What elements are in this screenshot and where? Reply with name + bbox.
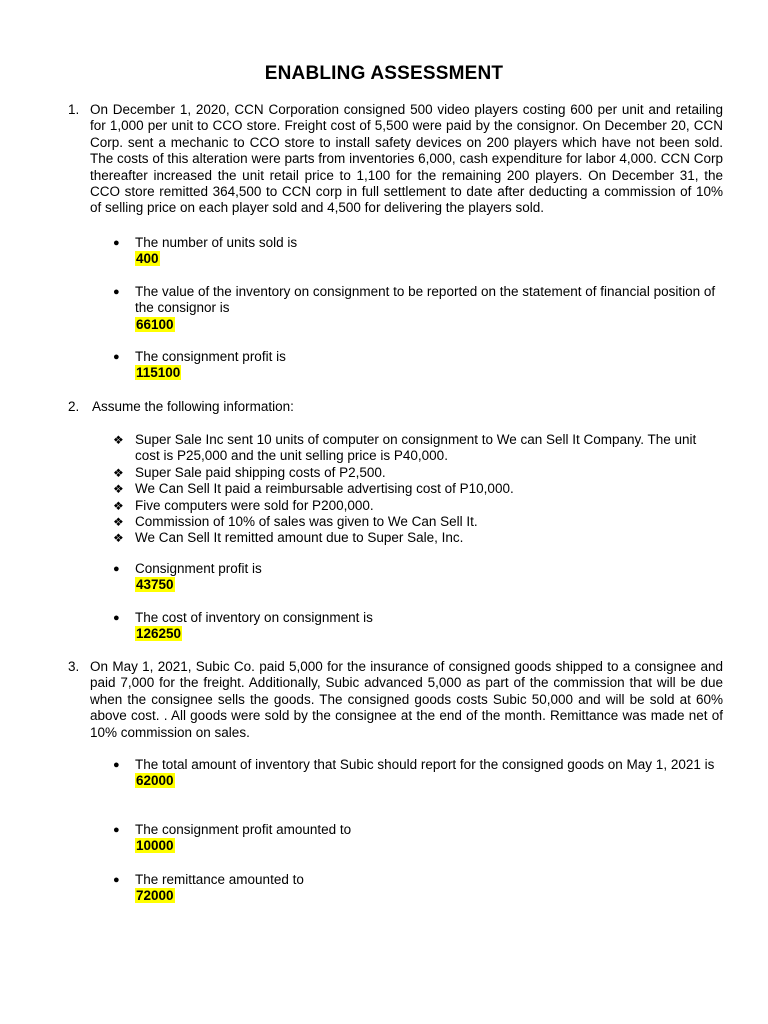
diamond-bullet-icon: ❖: [113, 482, 124, 497]
question-1: [68, 102, 723, 217]
question-number: 2.: [68, 399, 80, 414]
answer-highlight: 72000: [136, 888, 174, 904]
list-item: [113, 349, 723, 382]
item-question: The total amount of inventory that Subic should report for the consigned goods on May 1, 2021 is: [135, 757, 715, 772]
list-item: [113, 561, 723, 594]
list-item: [113, 514, 723, 530]
bullet-icon: ●: [113, 563, 120, 575]
question-text: On December 1, 2020, CCN Corporation consigned 500 video players costing 600 per unit and retailing for 1,000 per unit to CCO store. Freight cost of 5,500 were paid by the consignor. On December 20, CCN Corp. sent a mechanic to CCO store to install safety devices on 200 players which have not been sold. The costs of this alteration were parts from inventories 6,000, cash expenditure for labor 4,000. CCN Corp thereafter increased the unit retail price to 1,100 for the remaining 200 players. On December 31, the CCO store remitted 364,500 to CCN corp in full settlement to date after deducting a commission of 10% of selling price on each player sold and 4,500 for delivering the players sold.: [90, 102, 723, 216]
list-item: [113, 432, 723, 465]
item-question: The consignment profit is: [135, 349, 286, 364]
list-item: [113, 498, 723, 514]
list-item: [113, 610, 723, 643]
question-number: 3.: [68, 659, 80, 674]
list-item: [113, 872, 723, 905]
list-item: [113, 284, 723, 333]
answer-highlight: 66100: [136, 316, 174, 332]
question-text: On May 1, 2021, Subic Co. paid 5,000 for the insurance of consigned goods shipped to a consignee and paid 7,000 for the freight. Additionally, Subic advanced 5,000 as part of the commission that will be due when the consignee sells the goods. The consigned goods costs Subic 50,000 and will be sold at 60% above cost. . All goods were sold by the consignee at the end of the month. Remittance was made net of 10% commission on sales.: [90, 659, 723, 740]
bullet-icon: ●: [113, 759, 120, 771]
bullet-icon: ●: [113, 286, 120, 298]
answer-highlight: 400: [136, 251, 159, 267]
diamond-bullet-icon: ❖: [113, 515, 124, 530]
list-item: [113, 235, 723, 268]
question-3: [68, 659, 723, 741]
item-question: The number of units sold is: [135, 235, 298, 250]
fact-text: Super Sale paid shipping costs of P2,500.: [135, 464, 386, 480]
item-question: The value of the inventory on consignment to be reported on the statement of financial position of the consignor is: [135, 284, 716, 316]
bullet-icon: ●: [113, 237, 120, 249]
fact-text: Commission of 10% of sales was given to We Can Sell It.: [135, 514, 478, 530]
answer-highlight: 10000: [136, 838, 174, 854]
bullet-icon: ●: [113, 824, 120, 836]
list-item: [113, 465, 723, 481]
list-item: [113, 530, 723, 546]
item-question: The remittance amounted to: [135, 872, 304, 887]
diamond-bullet-icon: ❖: [113, 531, 124, 546]
list-item: [113, 757, 723, 790]
diamond-bullet-icon: ❖: [113, 498, 124, 513]
answer-highlight: 115100: [136, 365, 181, 381]
item-question: The consignment profit amounted to: [135, 822, 352, 837]
bullet-icon: ●: [113, 351, 120, 363]
fact-list: [113, 432, 723, 547]
answer-highlight: 62000: [136, 773, 174, 789]
diamond-bullet-icon: ❖: [113, 433, 124, 447]
diamond-bullet-icon: ❖: [113, 465, 124, 480]
fact-text: Super Sale Inc sent 10 units of computer on consignment to We can Sell It Company. The unit cost is P25,000 and the unit selling price is P40,000.: [135, 432, 697, 464]
list-item: [113, 822, 723, 855]
fact-text: We Can Sell It remitted amount due to Super Sale, Inc.: [135, 530, 464, 546]
bullet-icon: ●: [113, 874, 120, 886]
bullet-icon: ●: [113, 612, 120, 624]
fact-text: Five computers were sold for P200,000.: [135, 497, 374, 513]
answer-highlight: 126250: [136, 626, 182, 642]
answer-highlight: 43750: [136, 577, 174, 593]
question-2: [68, 399, 723, 415]
list-item: [113, 481, 723, 497]
question-text: Assume the following information:: [92, 399, 294, 414]
question-number: 1.: [68, 102, 80, 117]
item-question: The cost of inventory on consignment is: [135, 610, 373, 625]
item-question: Consignment profit is: [135, 561, 262, 576]
fact-text: We Can Sell It paid a reimbursable advertising cost of P10,000.: [135, 481, 514, 497]
page-title: ENABLING ASSESSMENT: [264, 63, 504, 84]
